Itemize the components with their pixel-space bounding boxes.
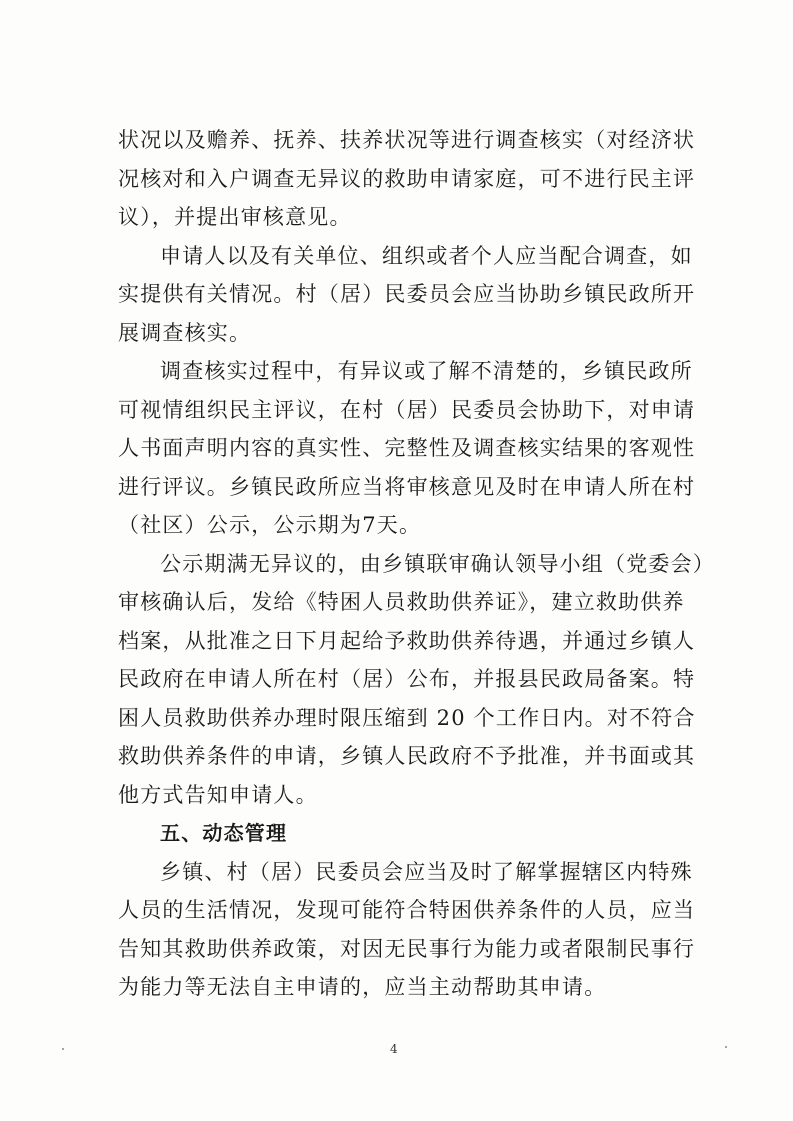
- text-line: 为能力等无法自主申请的，应当主动帮助其申请。: [118, 975, 607, 999]
- section-heading: 五、动态管理: [160, 821, 288, 845]
- paragraph-start-line: 申请人以及有关单位、组织或者个人应当配合调查，如: [160, 243, 693, 268]
- text-line: 民政府在申请人所在村（居）公布，并报县民政局备案。特: [118, 667, 696, 691]
- text-line: 况核对和入户调查无异议的救助申请家庭，可不进行民主评: [118, 166, 696, 191]
- document-body: [118, 121, 715, 1007]
- text-line: 人书面声明内容的真实性、完整性及调查核实结果的客观性: [118, 436, 696, 460]
- text-line: 档案，从批准之日下月起给予救助供养待遇，并通过乡镇人: [118, 628, 696, 653]
- text-line: 告知其救助供养政策，对因无民事行为能力或者限制民事行: [118, 936, 696, 961]
- text-line: 救助供养条件的申请，乡镇人民政府不予批准，并书面或其: [118, 744, 696, 768]
- text-line: 他方式告知申请人。: [118, 782, 318, 807]
- text-line: 困人员救助供养办理时限压缩到 20 个工作日内。对不符合: [118, 705, 696, 730]
- page-number: 4: [390, 1042, 398, 1056]
- text-line: 进行评议。乡镇民政所应当将审核意见及时在申请人所在村: [118, 474, 696, 499]
- paragraph-start-line: 调查核实过程中，有异议或了解不清楚的，乡镇民政所: [160, 359, 693, 383]
- paragraph-start-line: 乡镇、村（居）民委员会应当及时了解掌握辖区内特殊: [160, 859, 693, 884]
- text-line: 状况以及赡养、抚养、扶养状况等进行调查核实（对经济状: [118, 128, 696, 152]
- text-line: 议），并提出审核意见。: [118, 205, 352, 229]
- text-line: 审核确认后，发给《特困人员救助供养证》，建立救助供养: [118, 590, 685, 614]
- text-line: 实提供有关情况。村（居）民委员会应当协助乡镇民政所开: [118, 282, 696, 306]
- text-line: 展调查核实。: [118, 320, 252, 345]
- text-line: 可视情组织民主评议，在村（居）民委员会协助下，对申请: [118, 397, 696, 422]
- scan-speck: [725, 1046, 727, 1048]
- text-line: 人员的生活情况，发现可能符合特困供养条件的人员，应当: [118, 898, 696, 922]
- scan-speck: [62, 1048, 64, 1050]
- paragraph-start-line: 公示期满无异议的，由乡镇联审确认领导小组（党委会）: [160, 551, 715, 576]
- text-line: （社区）公示，公示期为7天。: [118, 513, 422, 537]
